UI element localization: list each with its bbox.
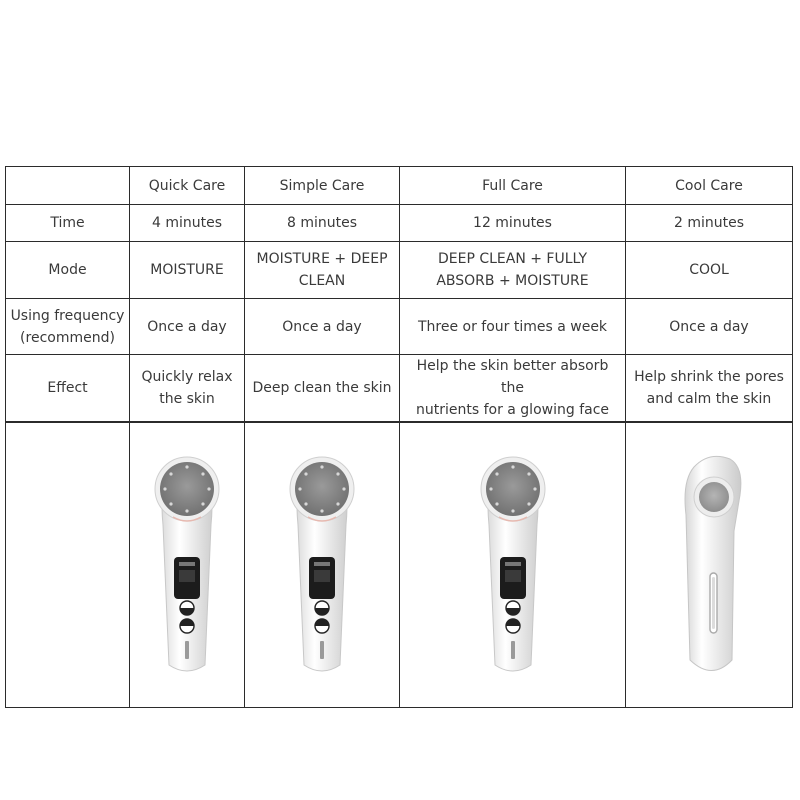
time-full-care: 12 minutes	[400, 205, 626, 242]
beauty-device-icon	[147, 445, 227, 685]
time-simple-care: 8 minutes	[245, 205, 400, 242]
time-quick-care: 4 minutes	[130, 205, 245, 242]
header-cell-quick-care: Quick Care	[130, 167, 245, 205]
row-label-frequency: Using frequency (recommend)	[6, 299, 130, 355]
table-row-device-images	[6, 422, 793, 708]
header-cell-simple-care: Simple Care	[245, 167, 400, 205]
frequency-simple-care: Once a day	[245, 299, 400, 355]
row-label-effect: Effect	[6, 355, 130, 423]
mode-simple-care: MOISTURE + DEEP CLEAN	[245, 242, 400, 299]
image-cell-full-care	[400, 422, 626, 708]
header-cell-cool-care: Cool Care	[626, 167, 793, 205]
mode-quick-care: MOISTURE	[130, 242, 245, 299]
header-cell-blank	[6, 167, 130, 205]
row-label-time: Time	[6, 205, 130, 242]
image-cell-simple-care	[245, 422, 400, 708]
frequency-full-care: Three or four times a week	[400, 299, 626, 355]
mode-full-care: DEEP CLEAN + FULLY ABSORB + MOISTURE	[400, 242, 626, 299]
cool-device-icon	[664, 445, 754, 685]
effect-full-care: Help the skin better absorb the nutrients for a glowing face	[400, 355, 626, 423]
effect-quick-care: Quickly relax the skin	[130, 355, 245, 423]
image-cell-cool-care	[626, 422, 793, 708]
beauty-device-icon	[473, 445, 553, 685]
effect-simple-care: Deep clean the skin	[245, 355, 400, 423]
image-cell-blank	[6, 422, 130, 708]
beauty-device-icon	[282, 445, 362, 685]
image-cell-quick-care	[130, 422, 245, 708]
comparison-table	[5, 166, 793, 708]
mode-cool-care: COOL	[626, 242, 793, 299]
time-cool-care: 2 minutes	[626, 205, 793, 242]
table-row-frequency	[6, 299, 793, 355]
table-row-mode	[6, 242, 793, 299]
header-row	[6, 167, 793, 205]
row-label-mode: Mode	[6, 242, 130, 299]
effect-cool-care: Help shrink the pores and calm the skin	[626, 355, 793, 423]
frequency-cool-care: Once a day	[626, 299, 793, 355]
frequency-quick-care: Once a day	[130, 299, 245, 355]
table-row-time	[6, 205, 793, 242]
table-row-effect	[6, 355, 793, 423]
header-cell-full-care: Full Care	[400, 167, 626, 205]
